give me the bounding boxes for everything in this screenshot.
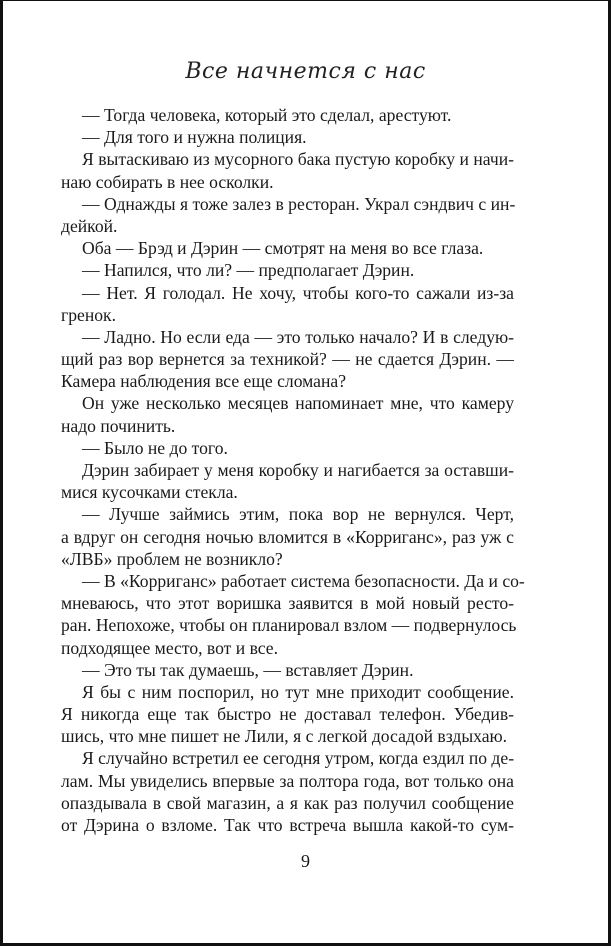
paragraph	[61, 104, 514, 126]
paragraph	[61, 126, 514, 148]
text-line: — Было не до того.	[82, 437, 228, 458]
paragraph	[61, 437, 514, 459]
running-head: Все начнется с нас	[185, 59, 426, 84]
paragraph	[61, 259, 514, 281]
text-line: наю собирать в нее осколки.	[61, 171, 274, 192]
text-line: мневаюсь, что этот воришка заявится в мой новый ресто-	[61, 593, 514, 614]
text-line: Оба — Брэд и Дэрин — смотрят на меня во все глаза.	[82, 238, 484, 259]
text-line: от Дэрина о взломе. Так что встреча вышла какой-то сум-	[61, 815, 514, 835]
paragraph	[61, 503, 514, 570]
text-line: а вдруг он сегодня ночью вломится в «Корриганс», раз уж с	[61, 526, 514, 547]
text-line: — Лучше займись этим, пока вор не вернулся. Черт,	[82, 504, 514, 525]
paragraph	[61, 747, 514, 836]
text-line: опаздывала в свой магазин, а я как раз получил сообщение	[61, 792, 514, 813]
paragraph	[61, 326, 514, 393]
text-line: мися кусочками стекла.	[61, 482, 238, 503]
paragraph	[61, 237, 514, 259]
text-line: Он уже несколько месяцев напоминает мне, что камеру	[82, 393, 514, 414]
paragraph	[61, 282, 514, 326]
text-line: дейкой.	[61, 215, 118, 236]
text-line: — Это ты так думаешь, — вставляет Дэрин.	[82, 659, 414, 680]
text-line: ран. Непохоже, чтобы он планировал взлом — подвернулось	[61, 615, 517, 636]
paragraph	[61, 570, 525, 659]
text-line: Я никогда еще так быстро не доставал телефон. Убедив-	[61, 704, 514, 725]
text-line: Дэрин забирает у меня коробку и нагибается за оставши-	[82, 460, 514, 480]
text-line: Камера наблюдения все еще сломана?	[61, 371, 347, 392]
text-line: — Ладно. Но если еда — это только начало? И в следую-	[82, 326, 514, 347]
text-line: — Нет. Я голодал. Не хочу, чтобы кого-то сажали из-за	[82, 282, 514, 303]
text-line: шись, что мне пишет не Лили, я с легкой досадой вздыхаю.	[61, 726, 508, 747]
text-line: лам. Мы увиделись впервые за полтора года, вот только она	[61, 770, 514, 791]
text-line: Я бы с ним поспорил, но тут мне приходит сообщение.	[82, 681, 514, 702]
paragraph	[61, 659, 514, 681]
paragraph	[61, 392, 514, 436]
paragraph	[61, 193, 514, 237]
page-number: 9	[301, 851, 310, 871]
text-line: — Напился, что ли? — предполагает Дэрин.	[82, 260, 415, 281]
body-text	[61, 104, 525, 836]
text-line: — Тогда человека, который это сделал, арестуют.	[82, 105, 452, 125]
text-line: — В «Корриганс» работает система безопасности. Да и со-	[82, 570, 525, 591]
text-line: — Однажды я тоже залез в ресторан. Украл сэндвич с ин-	[82, 193, 516, 214]
text-line: Я вытаскиваю из мусорного бака пустую коробку и начи-	[82, 149, 514, 170]
text-line: «ЛВБ» проблем не возникло?	[61, 548, 283, 569]
text-line: — Для того и нужна полиция.	[82, 127, 307, 148]
text-line: подходящее место, вот и все.	[61, 637, 279, 658]
paragraph	[61, 459, 514, 503]
text-line: надо починить.	[61, 415, 176, 436]
paragraph	[61, 148, 514, 192]
text-line: гренок.	[61, 304, 116, 325]
text-line: щий раз вор вернется за техникой? — не сдается Дэрин. —	[61, 349, 514, 370]
paragraph	[61, 681, 514, 748]
text-line: Я случайно встретил ее сегодня утром, когда ездил по де-	[82, 748, 515, 769]
